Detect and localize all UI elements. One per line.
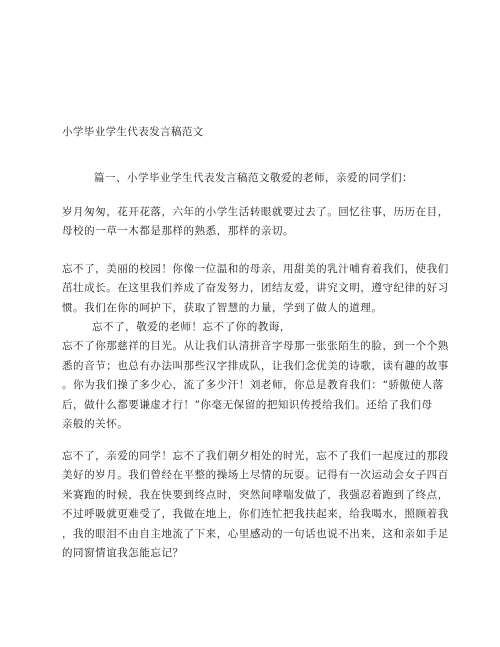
text-line: 。你为我们操了多少心，流了多少汗！刘老师，你总是教育我们：“骄傲使人落 — [62, 379, 444, 392]
paragraph-1 — [62, 203, 450, 242]
paragraph-2 — [62, 260, 450, 318]
document-subtitle: 篇一、小学毕业学生代表发言稿范文敬爱的老师，亲爱的同学们： — [94, 172, 413, 184]
text-line: 亲般的关怀。 — [62, 418, 129, 431]
text-line: 忘不了，敬爱的老师！忘不了你的教诲， — [92, 321, 291, 333]
text-line: 美好的岁月。我们曾经在平整的操场上尽情的玩耍。记得有一次运动会女子四百 — [62, 469, 449, 482]
text-line: 母校的一草一木都是那样的熟悉，那样的亲切。 — [62, 225, 295, 238]
text-line: ，我的眼泪不由自主地流了下来，心里感动的一句话也说不出来，这和亲如手足 — [62, 527, 449, 540]
document-title: 小学毕业学生代表发言稿范文 — [62, 126, 204, 138]
text-line: 后，做什么都要谦虚才行！”你毫无保留的把知识传授给我们。还给了我们母 — [62, 398, 433, 411]
text-line: 惯。我们在你的呵护下，获取了智慧的力量，学到了做人的道理。 — [62, 301, 383, 314]
text-line: 忘不了你那慈祥的目光。从让我们认清拼音字母那一张张陌生的脸，到一个个熟 — [62, 340, 449, 353]
text-line: 忘不了，亲爱的同学！忘不了我们朝夕相处的时光，忘不了我们一起度过的那段 — [62, 450, 449, 462]
text-line: 茁壮成长。在这里我们养成了奋发努力，团结友爱，讲究文明，遵守纪律的好习 — [62, 282, 449, 295]
text-line: 的同窗情谊我怎能忘记？ — [62, 547, 184, 560]
text-line: 悉的音节；也总有办法叫那些汉字排成队，让我们念优美的诗歌，读有趣的故事 — [62, 359, 449, 372]
paragraph-4 — [62, 447, 450, 563]
text-line: 岁月匆匆，花开花落，六年的小学生活转眼就要过去了。回忆往事，历历在目， — [62, 206, 449, 218]
text-line: 米赛跑的时候，我在快要到终点时，突然间哮喘发做了，我强忍着跑到了终点， — [62, 488, 449, 501]
text-line: 不过呼吸就更难受了，我做在地上，你们连忙把我扶起来，给我喝水，照顾着我 — [62, 508, 449, 521]
text-line: 忘不了，美丽的校园！你像一位温和的母亲，用甜美的乳汁哺育着我们，使我们 — [62, 263, 449, 275]
paragraph-3 — [62, 318, 450, 434]
